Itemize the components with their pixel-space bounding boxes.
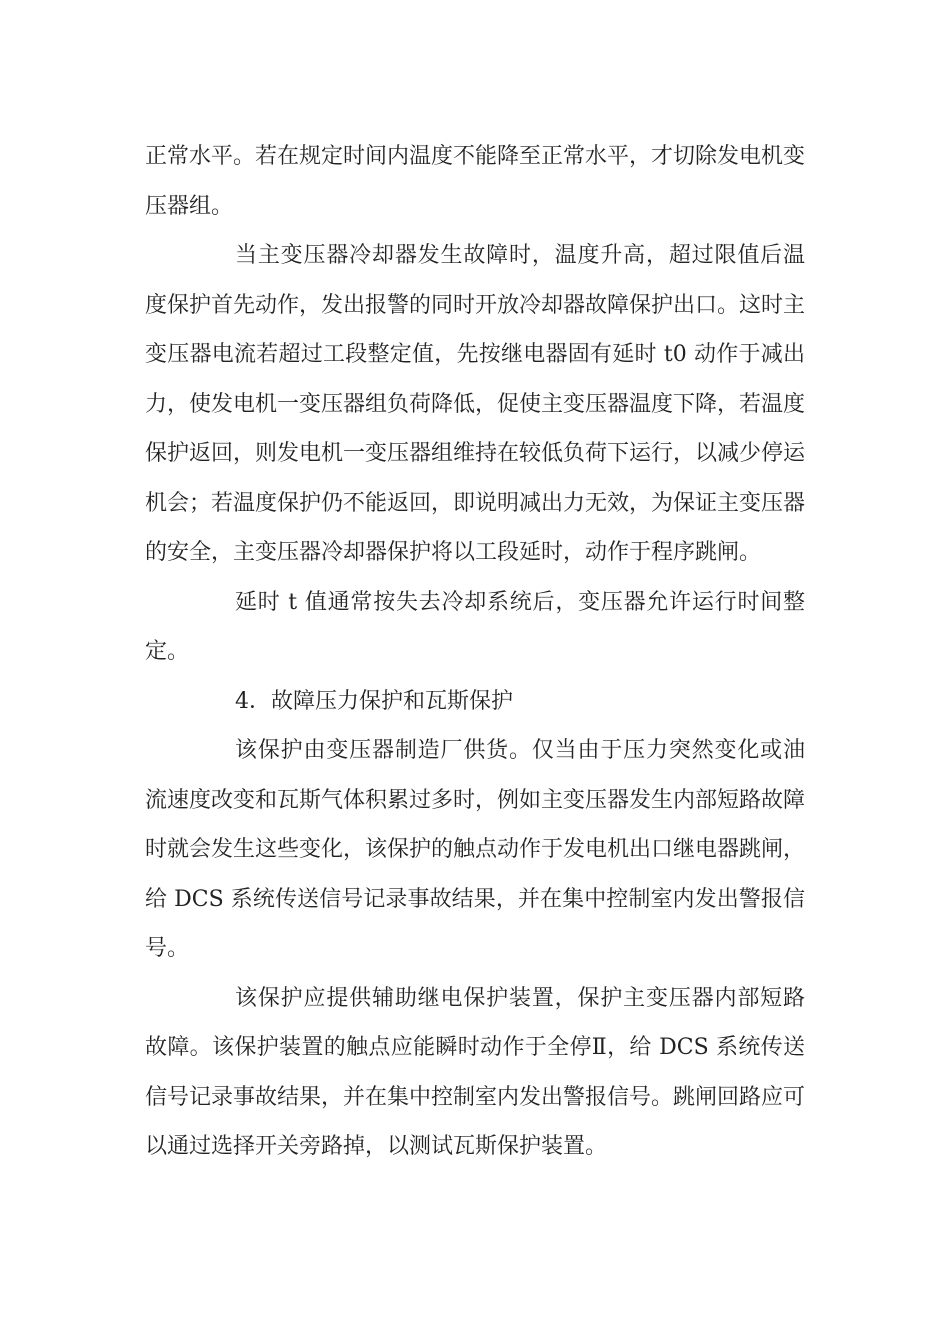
section-heading: 4．故障压力保护和瓦斯保护 (235, 688, 513, 714)
paragraph-cooler-fault: 当主变压器冷却器发生故障时，温度升高，超过限值后温度保护首先动作，发出报警的同时开放冷却器故障保护出口。这时主变压器电流若超过工段整定值，先按继电器固有延时 t0 动作于减出力，使发电机一变压器组负荷降低，促使主变压器温度下降，若温度保护返回，则发电机一变压器组维持在较低负荷下运行，以减少停运机会；若温度保护仍不能返回，即说明减出力无效，为保证主变压器的安全，主变压器冷却器保护将以工段延时，动作于程序跳闸。 (145, 243, 806, 565)
paragraph-pressure-gas-protection: 该保护由变压器制造厂供货。仅当由于压力突然变化或油流速度改变和瓦斯气体积累过多时，例如主变压器发生内部短路故障时就会发生这些变化，该保护的触点动作于发电机出口继电器跳闸，给 DCS 系统传送信号记录事故结果，并在集中控制室内发出警报信号。 (145, 738, 806, 961)
document-body (145, 132, 805, 1172)
paragraph-continuation: 正常水平。若在规定时间内温度不能降至正常水平，才切除发电机变压器组。 (145, 144, 806, 219)
paragraph-auxiliary-relay: 该保护应提供辅助继电保护装置，保护主变压器内部短路故障。该保护装置的触点应能瞬时动作于全停Ⅱ，给 DCS 系统传送信号记录事故结果，并在集中控制室内发出警报信号。跳闸回路应可以通过选择开关旁路掉，以测试瓦斯保护装置。 (145, 985, 806, 1159)
paragraph-delay-setting: 延时 t 值通常按失去冷却系统后，变压器允许运行时间整定。 (145, 589, 805, 664)
